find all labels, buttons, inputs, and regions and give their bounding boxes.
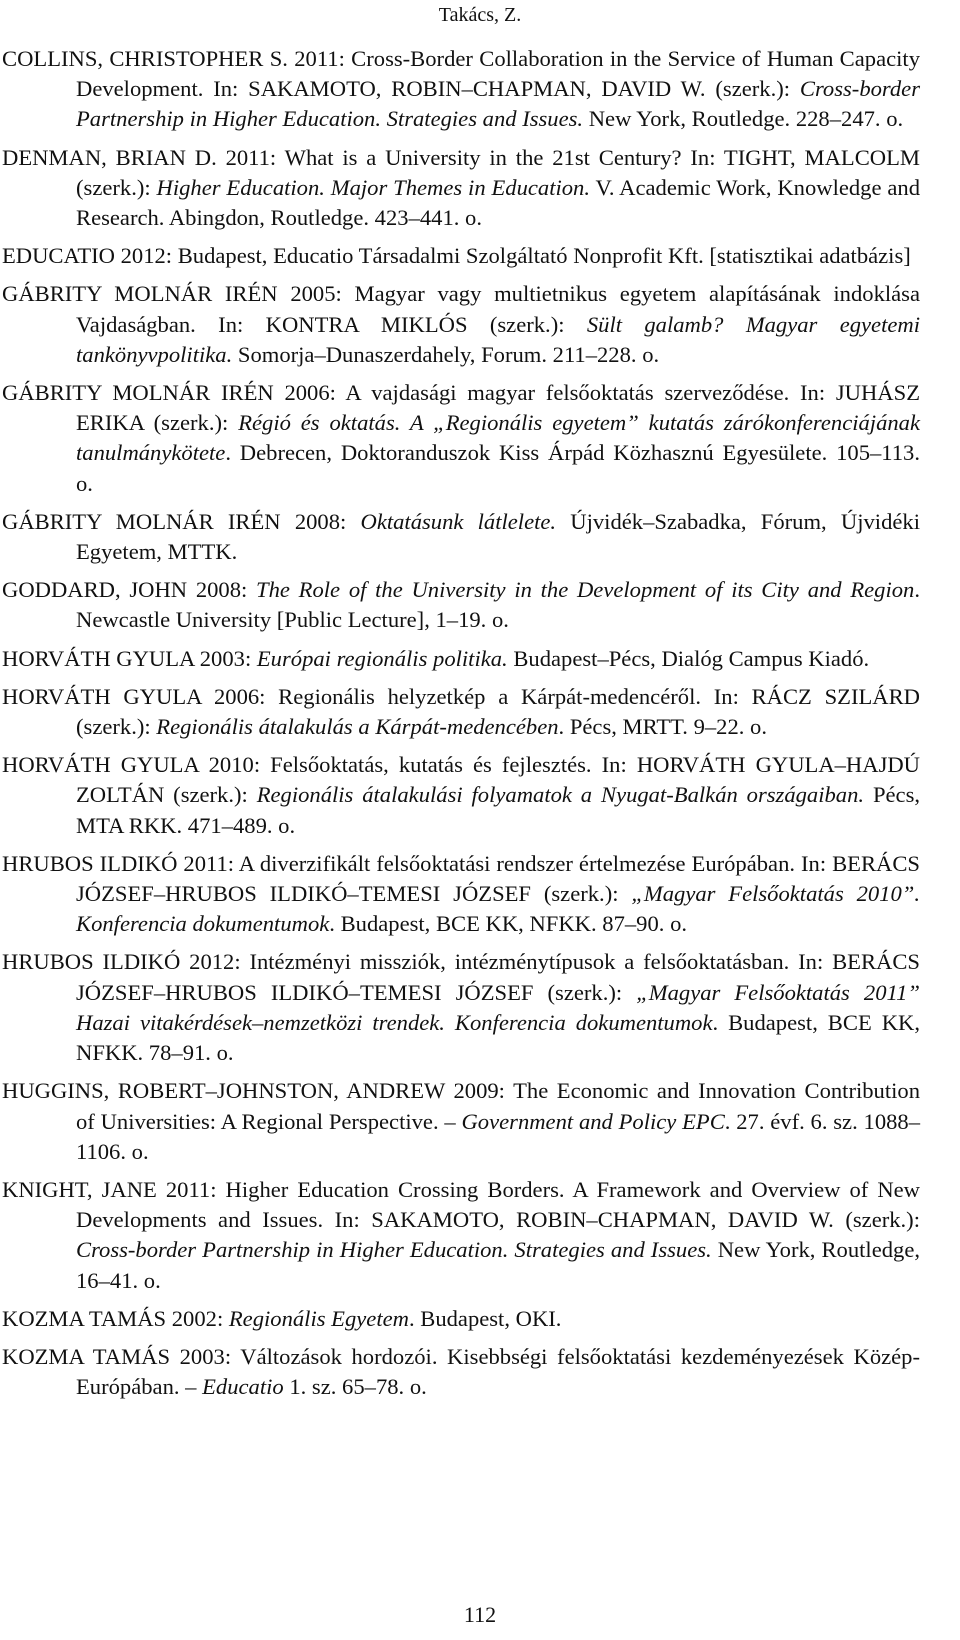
- reference-entry: [2, 1304, 920, 1334]
- reference-text: V. Academic Work, Knowledge and Research. Abingdon, Routledge. 423–441. o.: [76, 174, 920, 231]
- reference-title-italic: Régió és oktatás. A „Regionális egyetem” kutatás zárókonferenciájának tanulmánykötete: [76, 410, 920, 466]
- reference-text: HORVÁTH GYULA 2006: Regionális helyzetkép a Kárpát-medencéről. In: RÁCZ SZILÁRD (szerk.):: [2, 683, 920, 740]
- reference-entry: [2, 849, 920, 940]
- reference-text: Somorja–Dunaszerdahely, Forum. 211–228. o.: [232, 341, 660, 367]
- reference-title-italic: Cross-border Partnership in Higher Education. Strategies and Issues.: [76, 1237, 712, 1263]
- reference-entry: [2, 1342, 920, 1402]
- reference-text: HRUBOS ILDIKÓ 2012: Intézményi missziók, intézménytípusok a felsőoktatásban. In: BERÁCS JÓZSEF–HRUBOS ILDIKÓ–TEMESI JÓZSEF (szerk.):: [2, 949, 920, 1005]
- reference-entry: [2, 241, 920, 271]
- reference-text: New York, Routledge. 228–247. o.: [583, 106, 904, 132]
- running-head: Takács, Z.: [438, 4, 522, 26]
- reference-entry: [2, 575, 920, 635]
- reference-text: . Budapest, BCE KK, NFKK. 87–90. o.: [329, 911, 688, 937]
- reference-text: New York, Routledge, 16–41. o.: [76, 1237, 921, 1293]
- reference-text: . Pécs, MRTT. 9–22. o.: [558, 714, 767, 740]
- reference-text: DENMAN, BRIAN D. 2011: What is a University in the 21st Century? In: TIGHT, MALCOLM (szerk.):: [2, 144, 920, 200]
- reference-entry: [2, 44, 920, 135]
- reference-text: . Budapest, BCE KK, NFKK. 78–91. o.: [76, 1009, 920, 1066]
- reference-entry: [2, 682, 920, 742]
- reference-text: HORVÁTH GYULA 2003:: [2, 645, 257, 671]
- reference-text: GÁBRITY MOLNÁR IRÉN 2005: Magyar vagy multietnikus egyetem alapításának indoklása Vajdaságban. In: KONTRA MIKLÓS (szerk.):: [2, 281, 920, 337]
- reference-text: COLLINS, CHRISTOPHER S. 2011: Cross-Border Collaboration in the Service of Human Capacity Development. In: SAKAMOTO, ROBIN–CHAPMAN, DAVID W. (szerk.):: [2, 46, 920, 102]
- reference-title-italic: Regionális átalakulás a Kárpát-medencében: [156, 714, 559, 740]
- reference-text: Budapest–Pécs, Dialóg Campus Kiadó.: [507, 645, 870, 671]
- reference-text: GÁBRITY MOLNÁR IRÉN 2008:: [2, 508, 361, 534]
- reference-text: . 27. évf. 6. sz. 1088–1106. o.: [76, 1108, 921, 1164]
- reference-text: HUGGINS, ROBERT–JOHNSTON, ANDREW 2009: The Economic and Innovation Contribution of Universities: A Regional Perspective. –: [2, 1078, 920, 1134]
- reference-text: 1. sz. 65–78. o.: [283, 1374, 427, 1400]
- reference-text: Pécs, MTA RKK. 471–489. o.: [76, 782, 921, 838]
- reference-title-italic: „Magyar Felsőoktatás 2010”. Konferencia dokumentumok: [76, 881, 920, 937]
- reference-text: . Budapest, OKI.: [408, 1305, 562, 1331]
- reference-text: Újvidék–Szabadka, Fórum, Újvidéki Egyetem, MTTK.: [76, 508, 920, 565]
- reference-title-italic: Government and Policy EPC: [461, 1108, 725, 1134]
- reference-title-italic: Cross-border Partnership in Higher Education. Strategies and Issues.: [76, 76, 920, 132]
- reference-entry: [2, 378, 920, 499]
- reference-entry: [2, 1076, 920, 1167]
- reference-title-italic: Oktatásunk látlelete.: [360, 508, 557, 534]
- reference-title-italic: The Role of the University in the Development of its City and Region: [256, 577, 915, 603]
- reference-title-italic: Regionális Egyetem: [228, 1305, 409, 1331]
- page-number: 112: [463, 1602, 497, 1627]
- reference-entry: [2, 644, 920, 674]
- reference-text: EDUCATIO 2012: Budapest, Educatio Társadalmi Szolgáltató Nonprofit Kft. [statisztikai adatbázis]: [2, 243, 911, 269]
- reference-text: HORVÁTH GYULA 2010: Felsőoktatás, kutatás és fejlesztés. In: HORVÁTH GYULA–HAJDÚ ZOLTÁN (szerk.):: [2, 752, 920, 808]
- reference-entry: [2, 947, 920, 1068]
- reference-entry: [2, 507, 920, 567]
- reference-entry: [2, 143, 920, 234]
- reference-text: . Newcastle University [Public Lecture], 1–19. o.: [76, 577, 920, 633]
- reference-text: KOZMA TAMÁS 2002:: [2, 1305, 229, 1331]
- reference-text: HRUBOS ILDIKÓ 2011: A diverzifikált felsőoktatási rendszer értelmezése Európában. In: BERÁCS JÓZSEF–HRUBOS ILDIKÓ–TEMESI JÓZSEF (szerk.):: [2, 850, 920, 907]
- reference-title-italic: „Magyar Felsőoktatás 2011” Hazai vitakérdések–nemzetközi trendek. Konferencia dokumentumok: [76, 979, 920, 1035]
- reference-text: GODDARD, JOHN 2008:: [2, 577, 257, 603]
- reference-title-italic: Európai regionális politika.: [256, 645, 508, 671]
- reference-title-italic: Educatio: [202, 1374, 284, 1400]
- reference-text: KNIGHT, JANE 2011: Higher Education Crossing Borders. A Framework and Overview of New Developments and Issues. In: SAKAMOTO, ROBIN–CHAPMAN, DAVID W. (szerk.):: [2, 1176, 920, 1233]
- reference-entry: [2, 279, 920, 370]
- reference-entry: [2, 1175, 920, 1296]
- reference-entry: [2, 750, 920, 841]
- reference-title-italic: Regionális átalakulási folyamatok a Nyugat-Balkán országaiban.: [256, 782, 865, 808]
- reference-title-italic: Higher Education. Major Themes in Education.: [156, 174, 591, 200]
- reference-list: [2, 44, 920, 1410]
- reference-title-italic: Sült galamb? Magyar egyetemi tankönyvpolitika.: [76, 311, 920, 367]
- reference-text: KOZMA TAMÁS 2003: Változások hordozói. Kisebbségi felsőoktatási kezdeményezések Közép-Európában. –: [2, 1343, 920, 1400]
- reference-text: GÁBRITY MOLNÁR IRÉN 2006: A vajdasági magyar felsőoktatás szerveződése. In: JUHÁSZ ERIKA (szerk.):: [2, 380, 920, 436]
- reference-text: . Debrecen, Doktoranduszok Kiss Árpád Közhasznú Egyesülete. 105–113. o.: [76, 440, 920, 496]
